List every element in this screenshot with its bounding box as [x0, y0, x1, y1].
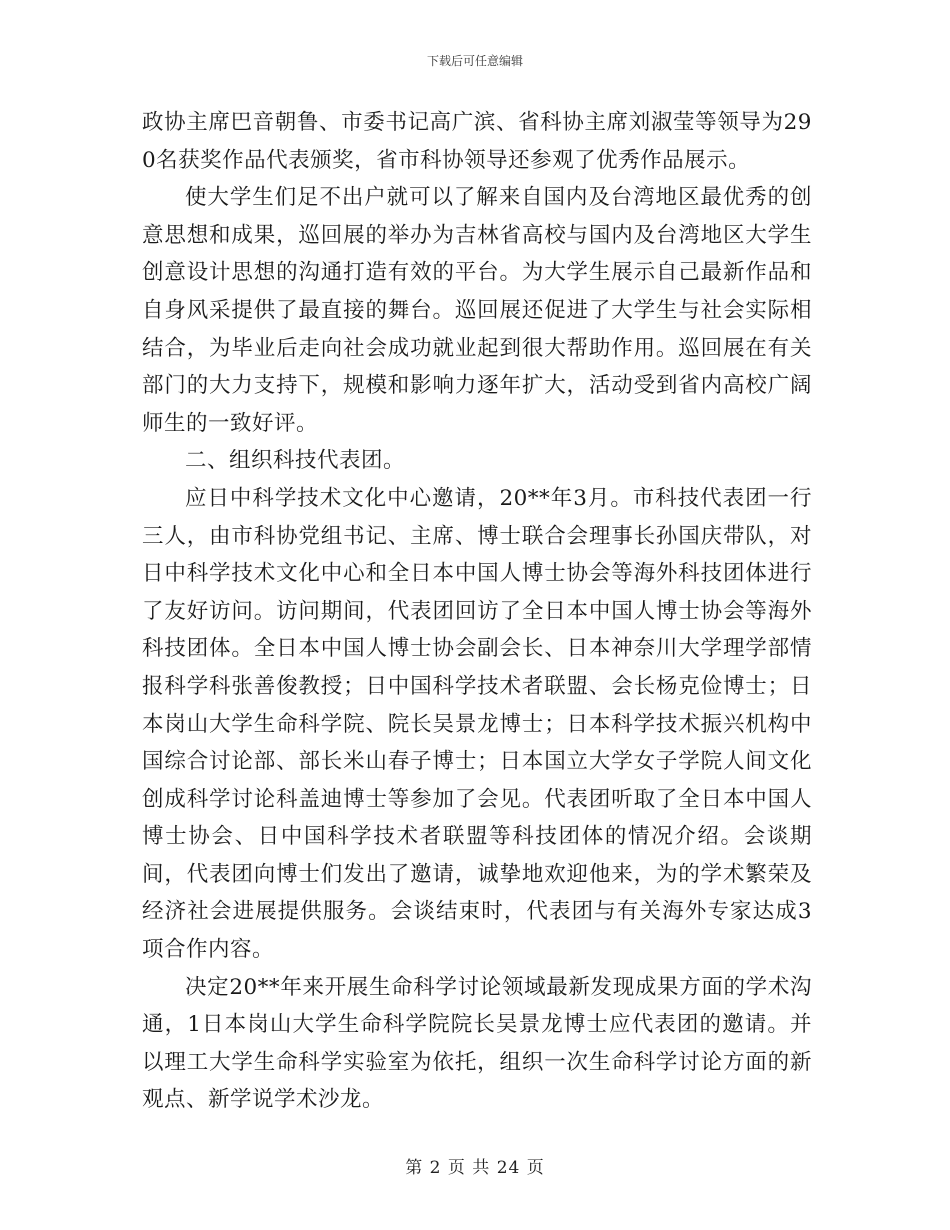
page-header: 下载后可任意编辑: [426, 54, 523, 68]
page-number: 第 2 页 共 24 页: [405, 1158, 545, 1178]
paragraph-exhibition-impact: 使大学生们足不出户就可以了解来自国内及台湾地区最优秀的创意思想和成果，巡回展的举办为吉林省高校与国内及台湾地区大学生创意设计思想的沟通打造有效的平台。为大学生展示自己最新作品和自身风采提供了最直接的舞台。巡回展还促进了大学生与社会实际相结合，为毕业后走向社会成功就业起到很大帮助作用。巡回展在有关部门的大力支持下，规模和影响力逐年扩大，活动受到省内高校广阔师生的一致好评。: [142, 185, 812, 436]
paragraph-delegation-visit: 应日中科学技术文化中心邀请，20**年3月。市科技代表团一行三人，由市科协党组书记、主席、博士联合会理事长孙国庆带队，对日中科学技术文化中心和全日本中国人博士协会等海外科技团体进行了友好访问。访问期间，代表团回访了全日本中国人博士协会等海外科技团体。全日本中国人博士协会副会长、日本神奈川大学理学部情报科学科张善俊教授；日中国科学技术者联盟、会长杨克俭博士；日本岗山大学生命科学院、院长吴景龙博士；日本科学技术振兴机构中国综合讨论部、部长米山春子博士；日本国立大学女子学院人间文化创成科学讨论科盖迪博士等参加了会见。代表团听取了全日本中国人博士协会、日中国科学技术者联盟等科技团体的情况介绍。会谈期间，代表团向博士们发出了邀请，诚挚地欢迎他来，为的学术繁荣及经济社会进展提供服务。会谈结束时，代表团与有关海外专家达成3项合作内容。: [142, 485, 812, 963]
document-body: [142, 104, 812, 1119]
section-heading-delegation: 二、组织科技代表团。: [185, 448, 406, 474]
paragraph-academic-exchange: 决定20**年来开展生命科学讨论领域最新发现成果方面的学术沟通，1日本岗山大学生命科学院院长吴景龙博士应代表团的邀请。并以理工大学生命科学实验室为依托，组织一次生命科学讨论方面的新观点、新学说学术沙龙。: [142, 974, 812, 1113]
paragraph-award-ceremony: 政协主席巴音朝鲁、市委书记高广滨、省科协主席刘淑莹等领导为290名获奖作品代表颁奖，省市科协领导还参观了优秀作品展示。: [142, 110, 812, 173]
